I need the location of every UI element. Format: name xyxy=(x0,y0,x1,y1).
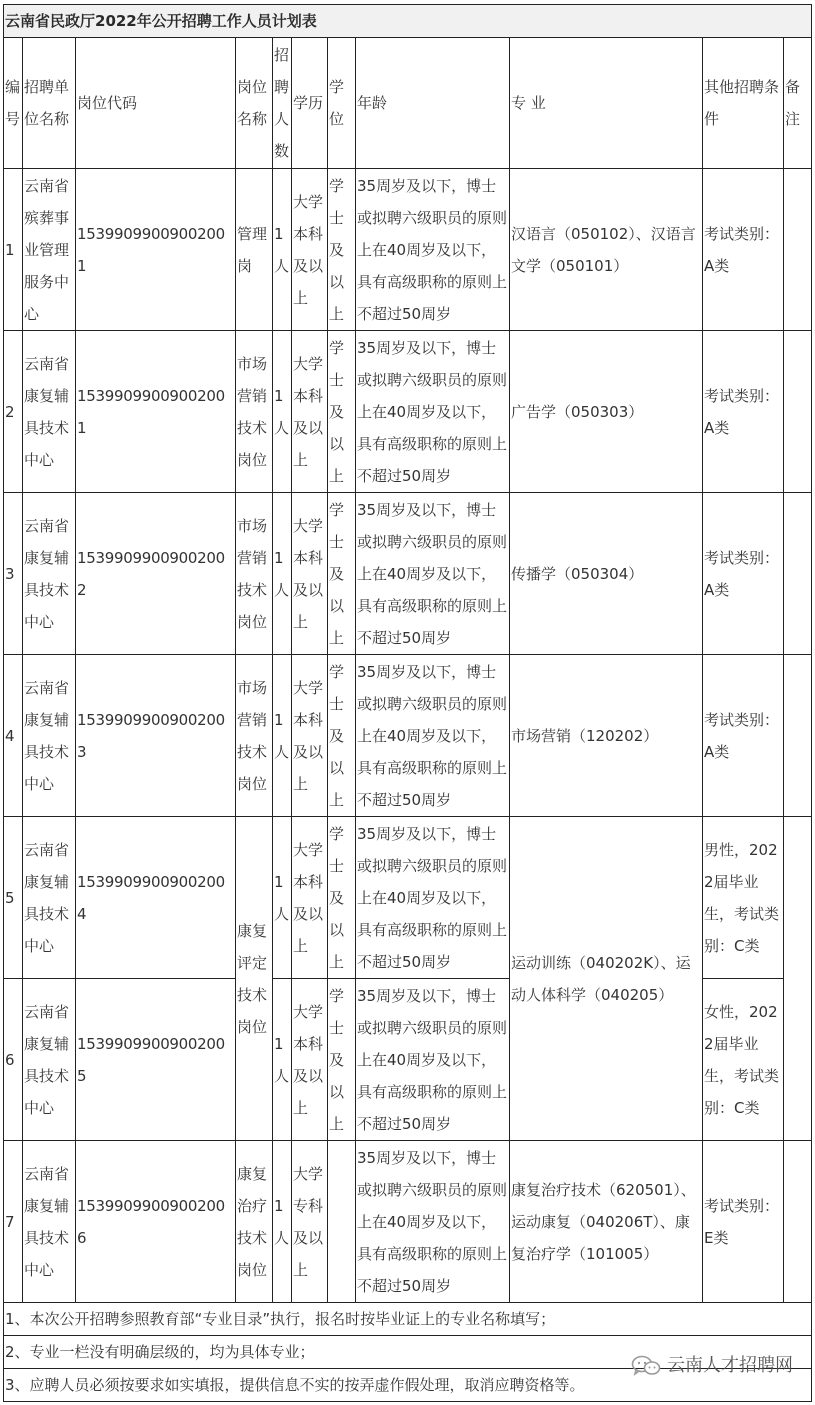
wechat-icon xyxy=(631,1355,661,1377)
row-age: 35周岁及以下，博士或拟聘六级职员的原则上在40周岁及以下，具有高级职称的原则上不超过50周岁 xyxy=(356,1141,510,1303)
row-other: 男性，2022届毕业生，考试类别：C类 xyxy=(703,817,784,979)
note-3: 3、应聘人员必须按要求如实填报，提供信息不实的按弄虚作假处理，取消应聘资格等。 xyxy=(5,1376,585,1394)
row-degree xyxy=(328,1141,356,1303)
header-degree: 学位 xyxy=(328,38,356,169)
row-remark xyxy=(784,169,812,331)
row-code: 15399099009002001 xyxy=(76,169,236,331)
row-no: 3 xyxy=(4,493,23,655)
row-age: 35周岁及以下，博士或拟聘六级职员的原则上在40周岁及以下，具有高级职称的原则上不超过50周岁 xyxy=(356,817,510,979)
row-no: 7 xyxy=(4,1141,23,1303)
row-degree: 学士及以上 xyxy=(328,817,356,979)
row-edu: 大学本科及以上 xyxy=(292,331,328,493)
row-major: 汉语言（050102）、汉语言文学（050101） xyxy=(510,169,703,331)
header-code: 岗位代码 xyxy=(76,38,236,169)
row-count: 1人 xyxy=(273,655,292,817)
row-post: 管理岗 xyxy=(236,169,273,331)
row-code: 15399099009002001 xyxy=(76,331,236,493)
row-remark xyxy=(784,817,812,1141)
row-unit: 云南省康复辅具技术中心 xyxy=(23,1141,76,1303)
row-unit: 云南省殡葬事业管理服务中心 xyxy=(23,169,76,331)
row-post: 康复评定技术岗位 xyxy=(236,817,273,1141)
row-major: 传播学（050304） xyxy=(510,493,703,655)
row-edu: 大学专科及以上 xyxy=(292,1141,328,1303)
row-no: 5 xyxy=(4,817,23,979)
header-unit: 招聘单位名称 xyxy=(23,38,76,169)
row-edu: 大学本科及以上 xyxy=(292,169,328,331)
table-row xyxy=(4,331,812,493)
table-row xyxy=(4,1141,812,1303)
watermark-text: 云南人才招聘网 xyxy=(667,1355,793,1376)
table-row xyxy=(4,817,812,979)
table-row xyxy=(4,169,812,331)
row-degree: 学士及以上 xyxy=(328,655,356,817)
table-row xyxy=(4,655,812,817)
row-code: 15399099009002002 xyxy=(76,493,236,655)
table-title: 云南省民政厅2022年公开招聘工作人员计划表 xyxy=(4,5,812,38)
row-no: 4 xyxy=(4,655,23,817)
header-remark: 备注 xyxy=(784,38,812,169)
note-2: 2、专业一栏没有明确层级的，均为具体专业； xyxy=(4,1336,812,1369)
row-code: 15399099009002005 xyxy=(76,979,236,1141)
row-code: 15399099009002006 xyxy=(76,1141,236,1303)
row-unit: 云南省康复辅具技术中心 xyxy=(23,493,76,655)
row-edu: 大学本科及以上 xyxy=(292,493,328,655)
row-unit: 云南省康复辅具技术中心 xyxy=(23,331,76,493)
row-edu: 大学本科及以上 xyxy=(292,979,328,1141)
row-age: 35周岁及以下，博士或拟聘六级职员的原则上在40周岁及以下，具有高级职称的原则上不超过50周岁 xyxy=(356,655,510,817)
row-major: 康复治疗技术（620501）、运动康复（040206T）、康复治疗学（101005） xyxy=(510,1141,703,1303)
row-unit: 云南省康复辅具技术中心 xyxy=(23,655,76,817)
row-remark xyxy=(784,493,812,655)
watermark xyxy=(631,1355,793,1377)
row-remark xyxy=(784,655,812,817)
row-code: 15399099009002003 xyxy=(76,655,236,817)
row-other: 考试类别：A类 xyxy=(703,169,784,331)
row-degree: 学士及以上 xyxy=(328,331,356,493)
row-count: 1人 xyxy=(273,979,292,1141)
row-major: 广告学（050303） xyxy=(510,331,703,493)
row-count: 1人 xyxy=(273,817,292,979)
note-1: 1、本次公开招聘参照教育部“专业目录”执行，报名时按毕业证上的专业名称填写； xyxy=(4,1303,812,1336)
row-edu: 大学本科及以上 xyxy=(292,817,328,979)
row-post: 市场营销技术岗位 xyxy=(236,331,273,493)
row-other: 考试类别：A类 xyxy=(703,655,784,817)
header-other: 其他招聘条件 xyxy=(703,38,784,169)
header-age: 年龄 xyxy=(356,38,510,169)
header-row xyxy=(4,38,812,169)
row-major: 市场营销（120202） xyxy=(510,655,703,817)
row-no: 6 xyxy=(4,979,23,1141)
row-count: 1人 xyxy=(273,1141,292,1303)
row-post: 市场营销技术岗位 xyxy=(236,655,273,817)
row-remark xyxy=(784,331,812,493)
row-post: 市场营销技术岗位 xyxy=(236,493,273,655)
row-edu: 大学本科及以上 xyxy=(292,655,328,817)
row-no: 2 xyxy=(4,331,23,493)
row-age: 35周岁及以下，博士或拟聘六级职员的原则上在40周岁及以下，具有高级职称的原则上不超过50周岁 xyxy=(356,331,510,493)
row-remark xyxy=(784,1141,812,1303)
row-other: 考试类别：E类 xyxy=(703,1141,784,1303)
row-degree: 学士及以上 xyxy=(328,493,356,655)
row-no: 1 xyxy=(4,169,23,331)
row-unit: 云南省康复辅具技术中心 xyxy=(23,817,76,979)
row-major: 运动训练（040202K）、运动人体科学（040205） xyxy=(510,817,703,1141)
row-count: 1人 xyxy=(273,493,292,655)
row-count: 1人 xyxy=(273,331,292,493)
row-degree: 学士及以上 xyxy=(328,979,356,1141)
header-edu: 学历 xyxy=(292,38,328,169)
row-post: 康复治疗技术岗位 xyxy=(236,1141,273,1303)
row-code: 15399099009002004 xyxy=(76,817,236,979)
row-other: 考试类别：A类 xyxy=(703,493,784,655)
row-other: 考试类别：A类 xyxy=(703,331,784,493)
row-age: 35周岁及以下，博士或拟聘六级职员的原则上在40周岁及以下，具有高级职称的原则上不超过50周岁 xyxy=(356,493,510,655)
header-post: 岗位名称 xyxy=(236,38,273,169)
header-major: 专 业 xyxy=(510,38,703,169)
recruitment-plan-table xyxy=(3,4,812,1402)
row-age: 35周岁及以下，博士或拟聘六级职员的原则上在40周岁及以下，具有高级职称的原则上不超过50周岁 xyxy=(356,169,510,331)
table-row xyxy=(4,493,812,655)
row-count: 1人 xyxy=(273,169,292,331)
row-age: 35周岁及以下，博士或拟聘六级职员的原则上在40周岁及以下，具有高级职称的原则上不超过50周岁 xyxy=(356,979,510,1141)
row-degree: 学士及以上 xyxy=(328,169,356,331)
header-no: 编号 xyxy=(4,38,23,169)
row-unit: 云南省康复辅具技术中心 xyxy=(23,979,76,1141)
header-count: 招聘人数 xyxy=(273,38,292,169)
row-other: 女性，2022届毕业生，考试类别：C类 xyxy=(703,979,784,1141)
